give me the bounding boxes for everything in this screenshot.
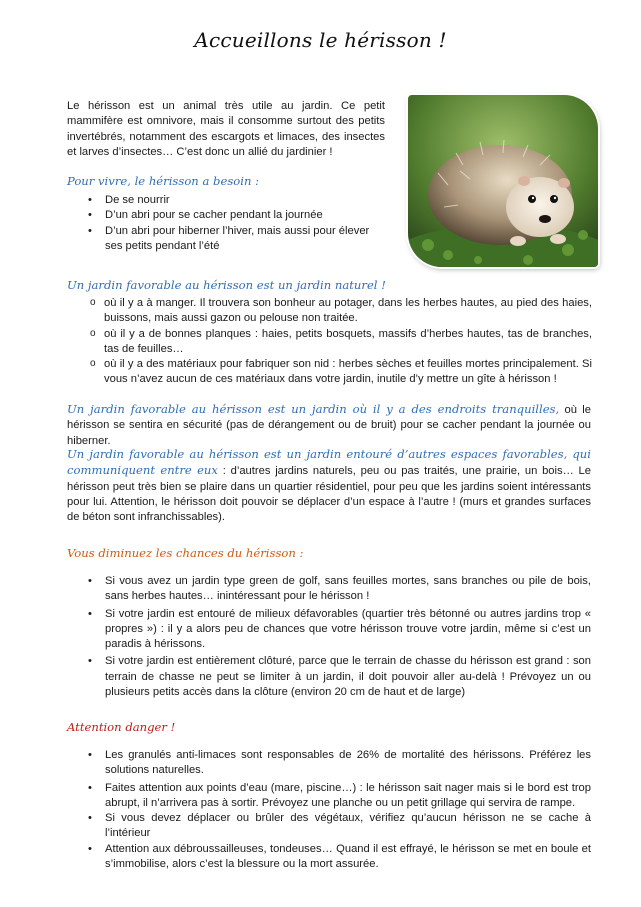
section-natural-garden-heading: Un jardin favorable au hérisson est un jardin naturel ! xyxy=(67,278,386,292)
list-item: • D’un abri pour hiberner l’hiver, mais aussi pour élever ses petits pendant l’été xyxy=(70,224,380,255)
section-reduce-chances-heading: Vous diminuez les chances du hérisson : xyxy=(67,546,304,560)
list-item: • Les granulés anti-limaces sont responsables de 26% de mortalité des hérissons. Préférez les solutions naturelles. xyxy=(70,748,591,779)
list-item: • Si vous devez déplacer ou brûler des végétaux, vérifiez qu’aucun hérisson ne se cache à l’intérieur xyxy=(70,811,591,842)
connected-spaces-text: : d’autres jardins naturels, peu ou pas traités, une prairie, un bois… Le hérisson peut très bien se plaire dans un quartier résidentiel, pour peu que les jardins soient intéressants pour lui. Attention, le hérisson doit pouvoir se déplacer d’un espace à l’autre ! (murs et grandes surfaces de béton sont infranchissables). xyxy=(67,465,591,524)
list-item: • Si votre jardin est entièrement clôturé, parce que le terrain de chasse du hérisson est grand : son terrain de chasse ne peut se limiter à un jardin, il doit pouvoir aller au-delà ! Prévoyez un ou plusieurs petits accès dans la clôture (environ 20 cm de haut et de large) xyxy=(70,654,591,700)
list-item: • De se nourrir xyxy=(70,193,380,208)
list-item: • Attention aux débroussailleuses, tondeuses… Quand il est effrayé, le hérisson se met en boule et s’immobilise, alors c’est la blessure ou la mort assurée. xyxy=(70,842,591,873)
list-item: o où il y a des matériaux pour fabriquer son nid : herbes sèches et feuilles mortes principalement. Si vous n’avez aucun de ces matériaux dans votre jardin, inutile d’y mettre un gîte à hérisson ! xyxy=(80,357,592,388)
list-item: • Si votre jardin est entouré de milieux défavorables (quartier très bétonné ou autres jardins trop « propres ») : il y a alors peu de chances que votre hérisson trouve votre jardin, même si c’est un paradis à hérissons. xyxy=(70,607,591,653)
hedgehog-photo xyxy=(408,95,598,267)
list-item: • Si vous avez un jardin type green de golf, sans feuilles mortes, sans branches ou pile de bois, sans herbes hautes… inintéressant pour le hérisson ! xyxy=(70,574,591,605)
connected-spaces-paragraph xyxy=(67,447,591,525)
quiet-places-paragraph xyxy=(67,402,591,449)
natural-garden-list xyxy=(80,296,592,388)
list-item: o où il y a de bonnes planques : haies, petits bosquets, massifs d’herbes hautes, tas de branches, tas de feuilles… xyxy=(80,327,592,358)
quiet-places-text: où le hérisson se sentira en sécurité (pas de dérangement ou de bruit) pour se cacher pendant la journée ou hiberner. xyxy=(67,404,591,447)
intro-paragraph: Le hérisson est un animal très utile au jardin. Ce petit mammifère est omnivore, mais il consomme surtout des petits invertébrés, notamment des escargots et limaces, des insectes et larves d’insectes… C’est donc un allié du jardinier ! xyxy=(67,100,385,158)
list-item: • Faites attention aux points d’eau (mare, piscine…) : le hérisson sait nager mais si le bord est trop abrupt, il n’arrivera pas à sortir. Prévoyez une planche ou un petit grillage qui servira de rampe. xyxy=(70,781,591,812)
reduce-chances-list xyxy=(70,574,591,700)
page-title: Accueillons le hérisson ! xyxy=(194,28,447,52)
danger-list xyxy=(70,748,591,872)
section-danger-heading: Attention danger ! xyxy=(67,720,176,734)
quiet-places-heading: Un jardin favorable au hérisson est un jardin où il y a des endroits tranquilles, xyxy=(67,402,560,416)
connected-spaces-heading: Un jardin favorable au hérisson est un jardin entouré d’autres espaces favorables, qui communiquent entre eux xyxy=(67,447,591,478)
list-item: • D’un abri pour se cacher pendant la journée xyxy=(70,208,380,223)
list-item: o où il y a à manger. Il trouvera son bonheur au potager, dans les herbes hautes, au pied des haies, buissons, mais aussi gazon ou pelouse non traitée. xyxy=(80,296,592,327)
section-needs-heading: Pour vivre, le hérisson a besoin : xyxy=(67,174,260,188)
needs-list xyxy=(70,193,380,254)
